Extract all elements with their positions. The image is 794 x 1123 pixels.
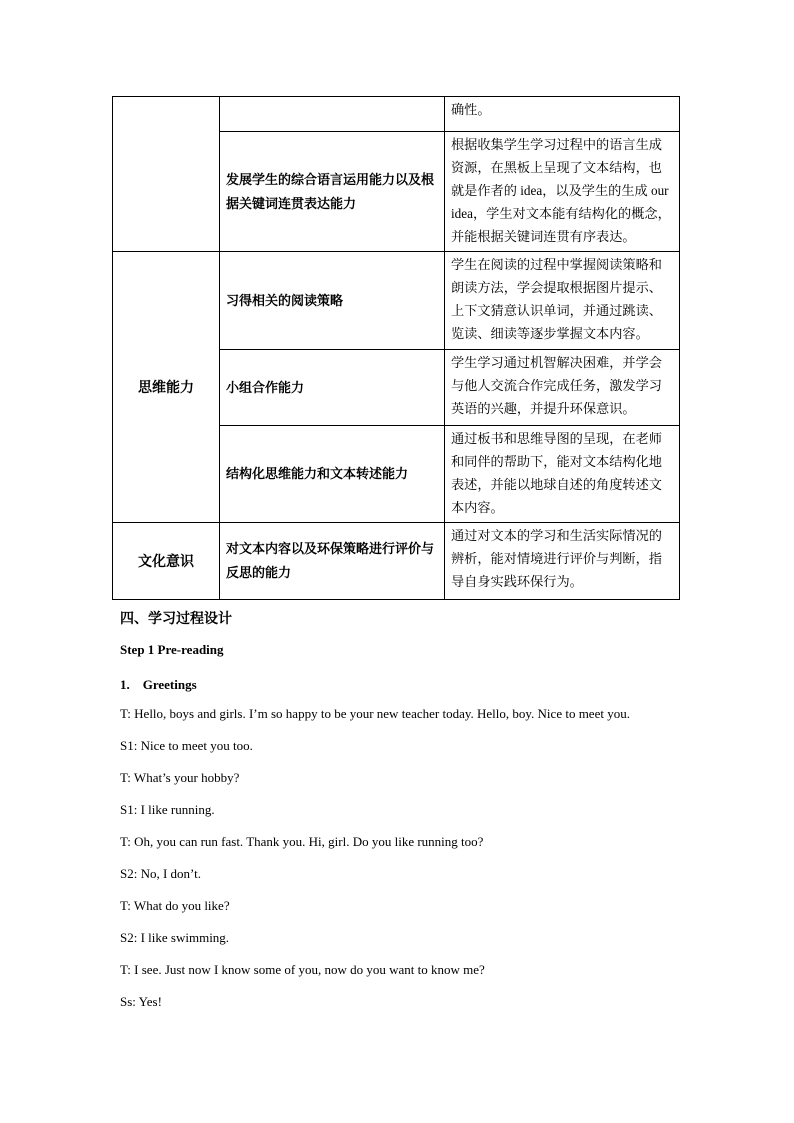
table-cell-ability: 小组合作能力 bbox=[220, 350, 445, 426]
table-cell-ability: 对文本内容以及环保策略进行评价与反思的能力 bbox=[220, 523, 445, 600]
item-title: 1. Greetings bbox=[120, 677, 197, 692]
table-row bbox=[113, 523, 680, 600]
table-cell-ability: 发展学生的综合语言运用能力以及根据关键词连贯表达能力 bbox=[220, 132, 445, 252]
dialogue-line: S2: I like swimming. bbox=[120, 930, 230, 945]
dialogue-line: Ss: Yes! bbox=[120, 994, 162, 1009]
table-row bbox=[113, 252, 680, 350]
table-cell-description: 学生在阅读的过程中掌握阅读策略和朗读方法，学会提取根据图片提示、上下文猜意认识单词，并通过跳读、览读、细读等逐步掌握文本内容。 bbox=[445, 252, 680, 350]
table-cell-description: 根据收集学生学习过程中的语言生成资源，在黑板上呈现了文本结构，也就是作者的 idea，以及学生的生成 our idea，学生对文本能有结构化的概念，并能根据关键词连贯有序表达。 bbox=[445, 132, 680, 252]
table-cell-category: 思维能力 bbox=[113, 252, 220, 523]
dialogue-line: S2: No, I don’t. bbox=[120, 866, 202, 881]
dialogue-line: T: What do you like? bbox=[120, 898, 230, 913]
dialogue-line: S1: Nice to meet you too. bbox=[120, 738, 253, 753]
dialogue-line: T: Hello, boys and girls. I’m so happy to be your new teacher today. Hello, boy. Nice to meet you. bbox=[120, 706, 630, 721]
table-cell-ability: 结构化思维能力和文本转述能力 bbox=[220, 426, 445, 523]
step-title: Step 1 Pre-reading bbox=[120, 642, 224, 657]
dialogue-line: T: Oh, you can run fast. Thank you. Hi, girl. Do you like running too? bbox=[120, 834, 484, 849]
table-cell-description: 通过板书和思维导图的呈现，在老师和同伴的帮助下，能对文本结构化地表述，并能以地球自述的角度转述文本内容。 bbox=[445, 426, 680, 523]
section-title: 四、学习过程设计 bbox=[120, 612, 232, 627]
table-cell-ability: 习得相关的阅读策略 bbox=[220, 252, 445, 350]
table-cell-description: 学生学习通过机智解决困难，并学会与他人交流合作完成任务，激发学习英语的兴趣，并提升环保意识。 bbox=[445, 350, 680, 426]
table-cell-ability bbox=[220, 97, 445, 132]
dialogue-line: S1: I like running. bbox=[120, 802, 215, 817]
dialogue-line: T: I see. Just now I know some of you, now do you want to know me? bbox=[120, 962, 485, 977]
table-cell-description: 通过对文本的学习和生活实际情况的辨析，能对情境进行评价与判断，指导自身实践环保行为。 bbox=[445, 523, 680, 600]
table-cell-category bbox=[113, 97, 220, 252]
table-cell-category: 文化意识 bbox=[113, 523, 220, 600]
goals-table bbox=[112, 96, 680, 600]
dialogue-line: T: What’s your hobby? bbox=[120, 770, 240, 785]
table-row bbox=[113, 97, 680, 132]
table-cell-description: 确性。 bbox=[445, 97, 680, 132]
